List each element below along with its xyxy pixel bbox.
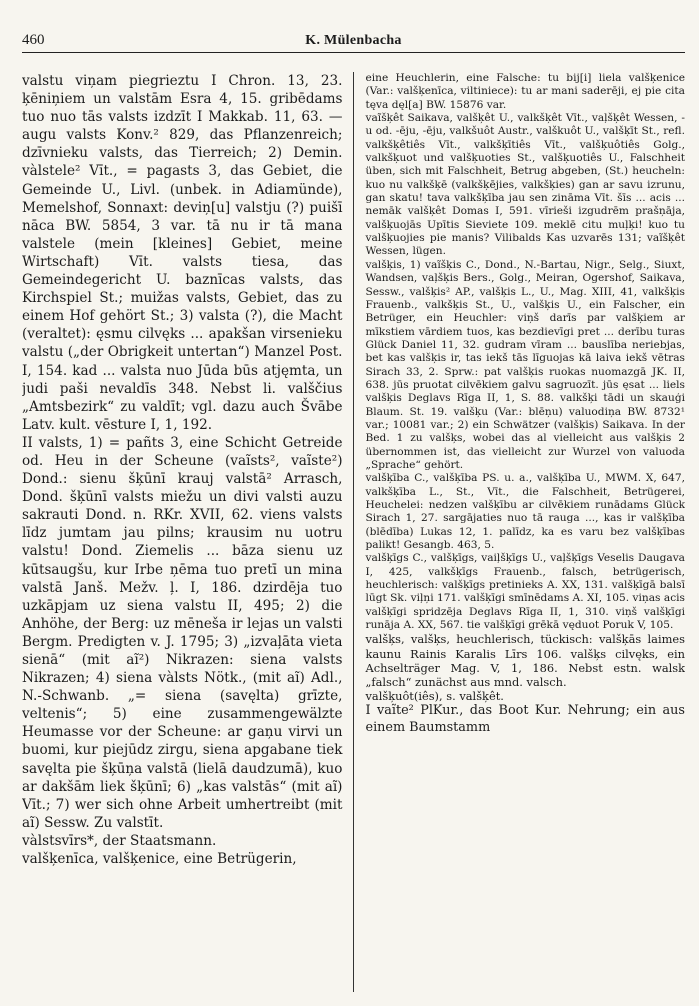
entry-paragraph: valšķs, valšķs, heuchlerisch, tückisch: valšķās laimes kaunu Rainis Karalis Līrs 106. valšķs cilvęks, ein Achselträger Mag. V, 1, 186. Nebst estn. walsk „falsch“ zunächst aus mnd. valsch. (365, 632, 685, 690)
entry-paragraph: vàlstsvīrs*, der Staatsmann. (22, 832, 217, 849)
text-columns (22, 72, 685, 992)
entry-paragraph: eine Heuchlerin, eine Falsche: tu bij[i] liela valšķenice (Var.: valšķenīca, viltiniece): tu ar mani saderēji, ej pie cita tęva dęl[a] BW. 15876 var. (365, 72, 685, 111)
entry-paragraph: valšķis, 1) vaĩšķis C., Dond., N.-Bartau, Nigr., Selg., Siuxt, Wandsen, vaļšķis Bers., Golg., Meiran, Ogershof, Saikava, Sessw., valšķis² AP., valšķis L., U., Mag. XIII, 41, valkšķis Frauenb., valkšķis St., U., valšķis U., ein Falscher, ein Betrüger, ein Heuchler: viņš darīs par valšķiem ar mīkstiem vārdiem tuos, kas bezdievīgi pret ... derību turas Glück Daniel 11, 32. gudram vīram ... bauslība neriebjas, bet kas valšķis ir, tas iekš tās līguojas kā laiva iekš vētras Sirach 33, 2. Sprw.: pat valšķis ruokas nuomazgā JK. II, 638. jūs pruotat cilvēkiem galvu sagruozīt. jūs ęsat ... liels valšķis Deglavs Rīga II, 1, S. 88. valkšķi tādi un skauģi Blaum. St. 19. valšķu (Var.: blēņu) valuodiņa BW. 8732¹ var.; 10081 var.; 2) ein Schwätzer (valšķis) Saikava. In der Bed. 1 zu valšķs, wobei das al vielleicht aus valšķis 2 übernommen ist, das vielleicht zur Wurzel von valuoda „Sprache“ gehört. (365, 258, 685, 471)
entry-paragraph: I vaĩte² PlKur., das Boot Kur. Nehrung; ein aus einem Baumstamm (365, 703, 685, 736)
entry-paragraph: valšķība C., valšķība PS. u. a., valšķība U., MWM. X, 647, valkšķība L., St., Vīt., die Falschheit, Betrügerei, Heuchelei: nedzen valšķību ar cilvēkiem runādams Glück Sirach 1, 27. sargājaties nuo tā rauga ..., kas ir valšķība (blēdība) Lukas 12, 1. palīdz, ka es varu bez valšķības palikt! Gesangb. 463, 5. (365, 472, 685, 552)
entry-paragraph: vaĩšķêt Saikava, valšķêt U., valkšķêt Vīt., vaļšķêt Wessen, -u od. -ēju, -ēju, valkšuôt Austr., valškuôt U., valšķīt St., refl. valkšķêtiês Vīt., valkšķītiês Vīt., valšķuôtiês Golg., valkšķuot und valšķuoties St., valšķuotiês U., Falschheit üben, sich mit Falschheit, Betrug abgeben, (St.) heucheln: kuo nu valkšķē (valkšķējies, valkšķies) gan ar savu izrunu, gan skatu! tava valkšķība jau sen zināma Vīt. šīs ... acis ... nemāk valšķêt Domas I, 591. vīrieši izgudrēm prašņāja, valšķuojās Upītis Sieviete 109. meklē citu muļķi! kuo tu valšķuojies pie manis? Vilibalds Kas uzvarēs 131; vaĩšķêt Wessen, lügen. (365, 112, 685, 258)
page-number: 460 (22, 32, 45, 48)
running-head: K. Mülenbacha (305, 33, 402, 48)
left-column (22, 72, 354, 992)
entry-paragraph: II valsts, 1) = pañts 3, eine Schicht Getreide od. Heu in der Scheune (vaĩsts², vaĩste²) Dond.: sienu šķūnī krauj valstā² Arrasch, Dond. šķūnī valsts miežu un divi valsti auzu sakrauti Dond. n. RKr. XVII, 62. viens valsts līdz jumtam jau pilns; krausim nu uotru valstu! Dond. Ziemelis ... bāza sienu uz kūtsaugšu, kur Irbe ņēma tuo pretī un mina valstā Janš. Mežv. ļ. I, 186. dzirdēja tuo uzkāpjam uz siena valstu II, 495; 2) die Anhöhe, der Berg: uz mēneša ir lejas un valsti Bergm. Predigten v. J. 1795; 3) „izvaļāta vieta sienā“ (mit aĩ²) Nikrazen: siena valsts Nikrazen; 4) siena vàlsts Nötk., (mit aĩ) Adl., N.-Schwanb. „= siena (savęlta) grīzte, veltenis“; 5) eine zusammengewälzte Heumasse vor der Scheune: ar gaņu virvi un buomi, kur piejūdz zirgu, siena apgabane tiek savęlta pie šķūņa valstā (lielā daudzumā), kuo ar dakšām liek šķūnī; 6) „kas valstās“ (mit aĩ) Vīt.; 7) wer sich ohne Arbeit umhertreibt (mit aĩ) Sessw. Zu valstīt. (22, 434, 343, 831)
entry-paragraph: valšķīgs C., valšķīgs, vaiļšķīgs U., vaļšķīgs Veselis Daugava I, 425, valkšķīgs Frauenb., falsch, betrügerisch, heuchlerisch: valšķīgs pretinieks A. XX, 131. valšķīgā balsī lūgt Sk. viļņi 171. valšķīgi smīnēdams A. XI, 105. viņas acis valšķīgi spridzēja Deglavs Rīga II, 1, 310. viņš valšķīgi runāja A. XX, 567. tie valšķīgi grēkā vęduot Poruk V, 105. (365, 552, 685, 632)
entry-paragraph: valstu viņam piegrieztu I Chron. 13, 23. ķēniņiem un valstām Esra 4, 15. gribēdams tuo nuo tās valsts izdzīt I Makkab. 11, 63. — augu valsts Konv.² 829, das Pflanzenreich; dzīvnieku valsts, das Tierreich; 2) Demin. vàlstele² Vīt., = pagasts 3, das Gebiet, die Gemeinde U., Livl. (unbek. in Adiamünde), Memelshof, Sonnaxt: deviņ[u] valstju (?) puišī nāca BW. 5854, 3 var. tā nu ir tā mana valstele (mein [kleines] Gebiet, meine Wirtschaft) Vīt. valsts tiesa, das Gemeindegericht U. baznīcas valsts, das Kirchspiel St.; muižas valsts, Gebiet, das zu einem Hof gehört St.; 3) valsta (?), die Macht (veraltet): ęsmu cilvęks ... apakšan virsenieku valstu („der Obrigkeit untertan“) Manzel Post. I, 154. kad ... valsta nuo Jūda būs atjęmta, un judi paši nevaldīs 348. Nebst li. valščius „Amtsbezirk“ zu valdīt; vgl. dazu auch Švābe Latv. kult. vēsture I, 1, 192. (22, 73, 343, 433)
entry-paragraph: valšķenīca, valšķenice, eine Betrügerin, (22, 851, 297, 868)
page-header (22, 30, 685, 53)
entry-paragraph: valšķuôt(iês), s. valšķêt. (365, 689, 504, 704)
right-column (354, 72, 686, 992)
